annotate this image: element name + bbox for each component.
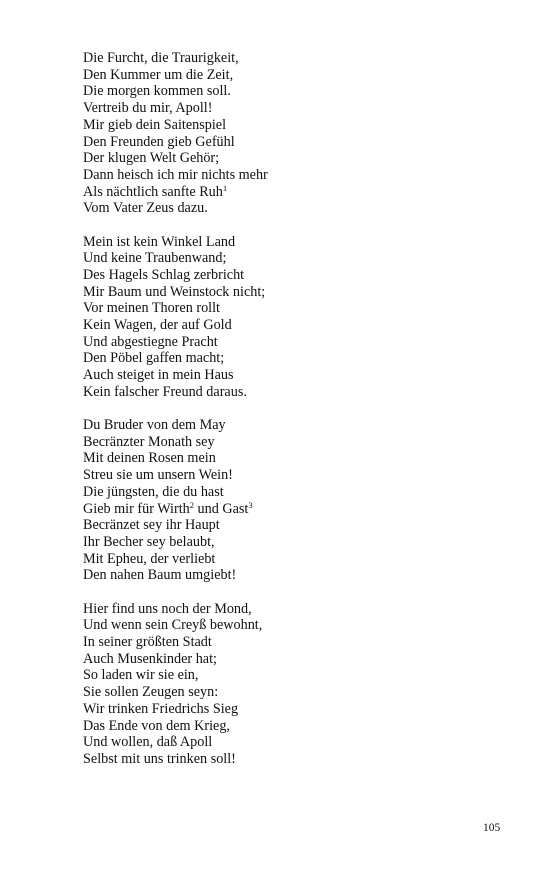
verse-line: Vertreib du mir, Apoll! bbox=[83, 100, 213, 117]
verse-line: Auch steiget in mein Haus bbox=[83, 367, 234, 384]
verse-line-text: Als nächtlich sanfte Ruh bbox=[83, 183, 223, 200]
verse-line: Becränzet sey ihr Haupt bbox=[83, 517, 220, 534]
verse-line: Des Hagels Schlag zerbricht bbox=[83, 266, 245, 283]
verse-line: Den Pöbel gaffen macht; bbox=[83, 350, 225, 367]
verse-line: Du Bruder von dem May bbox=[83, 417, 226, 434]
verse-line: Und abgestiegne Pracht bbox=[83, 333, 218, 350]
stanza-3 bbox=[83, 417, 503, 584]
verse-line-text: und Gast bbox=[193, 500, 249, 517]
verse-line: Selbst mit uns trinken soll! bbox=[83, 750, 236, 767]
verse-line: In seiner größten Stadt bbox=[83, 634, 212, 650]
verse-line: Den nahen Baum umgiebt! bbox=[83, 567, 237, 584]
verse-line: Streu sie um unsern Wein! bbox=[83, 467, 233, 484]
stanza-2 bbox=[83, 234, 503, 401]
verse-line: So laden wir sie ein, bbox=[83, 667, 199, 684]
verse-line: Hier find uns noch der Mond, bbox=[83, 600, 252, 617]
verse-line bbox=[83, 501, 503, 518]
footnote-marker: 1 bbox=[222, 182, 228, 193]
footnote-marker: 2 bbox=[189, 499, 194, 510]
verse-line: Kein Wagen, der auf Gold bbox=[83, 317, 232, 334]
verse-line: Dann heisch ich mir nichts mehr bbox=[83, 166, 268, 183]
verse-line: Der klugen Welt Gehör; bbox=[83, 150, 220, 167]
verse-line: Vom Vater Zeus dazu. bbox=[83, 200, 208, 217]
verse-line: Und wenn sein Creyß bewohnt, bbox=[83, 617, 263, 634]
verse-line: Mit deinen Rosen mein bbox=[83, 450, 216, 467]
verse-line: Mir Baum und Weinstock nicht; bbox=[83, 283, 266, 300]
poem-text bbox=[83, 50, 503, 784]
verse-line: Die Furcht, die Traurigkeit, bbox=[83, 50, 239, 66]
verse-line: Mir gieb dein Saitenspiel bbox=[83, 116, 227, 133]
verse-line: Die jüngsten, die du hast bbox=[83, 483, 224, 500]
verse-line: Sie sollen Zeugen seyn: bbox=[83, 684, 219, 701]
verse-line: Und wollen, daß Apoll bbox=[83, 734, 213, 751]
verse-line-text: Gieb mir für Wirth bbox=[83, 500, 190, 517]
verse-line: Mein ist kein Winkel Land bbox=[83, 233, 236, 250]
stanza-1 bbox=[83, 50, 503, 217]
verse-line: Vor meinen Thoren rollt bbox=[83, 300, 220, 317]
verse-line: Den Kummer um die Zeit, bbox=[83, 66, 234, 83]
verse-line: Den Freunden gieb Gefühl bbox=[83, 133, 235, 150]
verse-line: Das Ende von dem Krieg, bbox=[83, 717, 230, 734]
stanza-4 bbox=[83, 601, 503, 768]
footnote-marker: 3 bbox=[248, 499, 253, 510]
verse-line: Wir trinken Friedrichs Sieg bbox=[83, 700, 239, 717]
page-number: 105 bbox=[483, 822, 501, 834]
verse-line: Kein falscher Freund daraus. bbox=[83, 383, 247, 400]
verse-line: Ihr Becher sey belaubt, bbox=[83, 533, 215, 550]
verse-line: Becränzter Monath sey bbox=[83, 433, 215, 450]
verse-line: Und keine Traubenwand; bbox=[83, 250, 227, 267]
verse-line: Auch Musenkinder hat; bbox=[83, 650, 217, 667]
verse-line: Die morgen kommen soll. bbox=[83, 83, 231, 100]
verse-line: Mit Epheu, der verliebt bbox=[83, 550, 216, 567]
verse-line bbox=[83, 184, 503, 201]
